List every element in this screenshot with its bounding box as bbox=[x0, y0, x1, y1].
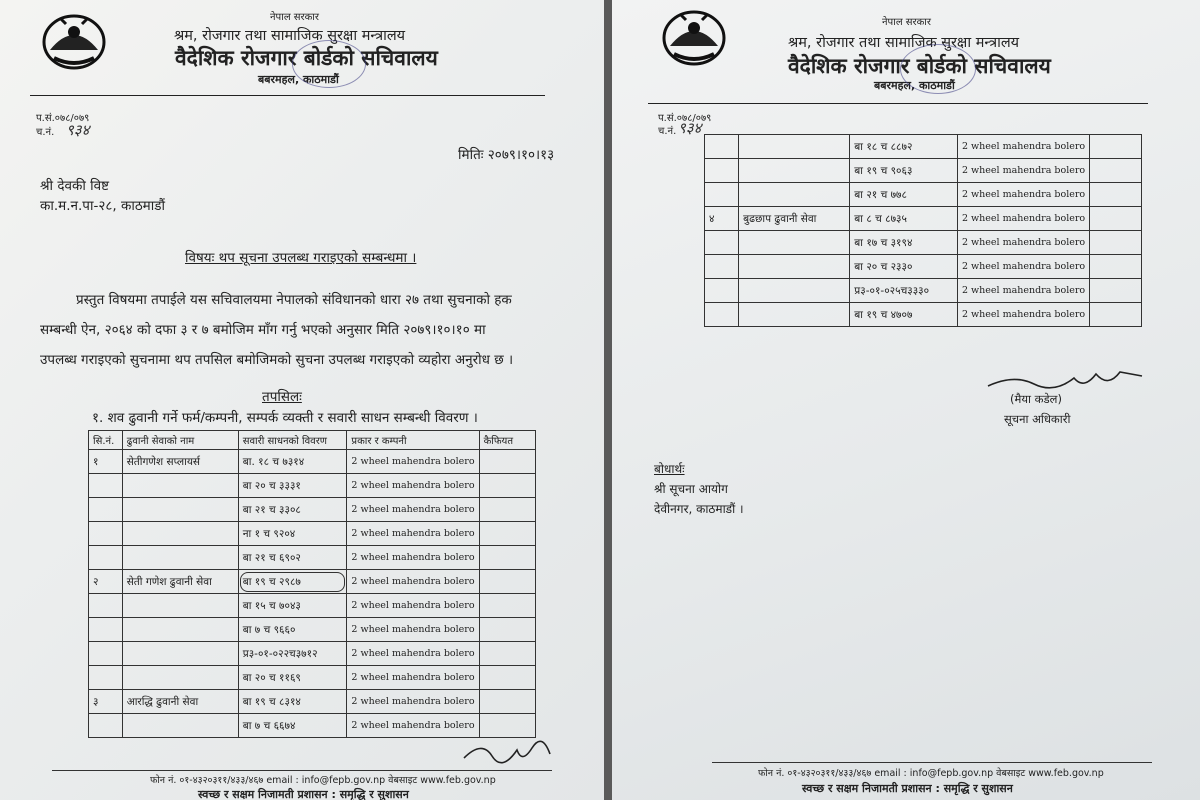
table-row bbox=[89, 690, 536, 714]
cell-service bbox=[122, 642, 238, 666]
cell-service bbox=[122, 714, 238, 738]
cell-remarks bbox=[1090, 231, 1142, 255]
cell-type: 2 wheel mahendra bolero bbox=[957, 279, 1089, 303]
cell-remarks bbox=[479, 642, 535, 666]
cell-vehicle: बा १७ च ३१९४ bbox=[850, 231, 958, 255]
cell-vehicle: बा २० च २३३० bbox=[850, 255, 958, 279]
cell-sn bbox=[705, 135, 739, 159]
table-row bbox=[89, 474, 536, 498]
signature-icon bbox=[984, 366, 1144, 394]
cell-service bbox=[122, 546, 238, 570]
cell-service: बुढछाप ढुवानी सेवा bbox=[739, 207, 850, 231]
body-line-3: उपलब्ध गराइएको सुचनामा थप तपसिल बमोजिमको सुचना उपलब्ध गराइएको व्यहोरा अनुरोध छ । bbox=[40, 352, 514, 368]
cell-vehicle: ना १ च ९२०४ bbox=[238, 522, 347, 546]
cell-vehicle: बा २० च ३३३१ bbox=[238, 474, 347, 498]
cell-sn bbox=[89, 498, 123, 522]
cell-remarks bbox=[1090, 303, 1142, 327]
table-row bbox=[705, 255, 1142, 279]
cell-remarks bbox=[1090, 183, 1142, 207]
dispatch-label: च.नं. bbox=[658, 126, 677, 137]
cell-vehicle: प्र३-०१-०२५च३३३० bbox=[850, 279, 958, 303]
cell-vehicle: बा २१ च ६९०२ bbox=[238, 546, 347, 570]
cell-service bbox=[122, 666, 238, 690]
cell-remarks bbox=[1090, 135, 1142, 159]
cell-type: 2 wheel mahendra bolero bbox=[347, 450, 479, 474]
cell-service bbox=[122, 498, 238, 522]
office-location: बबरमहल, काठमाडौं bbox=[258, 73, 339, 86]
cell-type: 2 wheel mahendra bolero bbox=[957, 255, 1089, 279]
ministry-name: श्रम, रोजगार तथा सामाजिक सुरक्षा मन्त्रालय bbox=[788, 35, 1020, 51]
cell-vehicle: बा १९ च ४७०७ bbox=[850, 303, 958, 327]
cell-remarks bbox=[1090, 255, 1142, 279]
signatory-name: (मैया कडेल) bbox=[1010, 392, 1062, 406]
table-row bbox=[89, 714, 536, 738]
footer-contact: फोन नं. ०१-४३२०३११/४३३/४६७ email : info@fepb.gov.np वेबसाइट www.feb.gov.np bbox=[150, 775, 496, 786]
table-header-row bbox=[89, 431, 536, 450]
cell-service bbox=[122, 618, 238, 642]
header-rule bbox=[648, 103, 1148, 104]
letter-page-2 bbox=[612, 0, 1200, 800]
cell-sn bbox=[705, 159, 739, 183]
table-row bbox=[705, 207, 1142, 231]
cell-remarks bbox=[479, 594, 535, 618]
cell-type: 2 wheel mahendra bolero bbox=[347, 690, 479, 714]
cell-type: 2 wheel mahendra bolero bbox=[347, 474, 479, 498]
cell-vehicle: बा ७ च ९६६० bbox=[238, 618, 347, 642]
header-vehicle: सवारी साधनको विवरण bbox=[238, 431, 347, 450]
table-row bbox=[705, 135, 1142, 159]
header-service: ढुवानी सेवाको नाम bbox=[122, 431, 238, 450]
cell-type: 2 wheel mahendra bolero bbox=[957, 159, 1089, 183]
cell-type: 2 wheel mahendra bolero bbox=[347, 618, 479, 642]
footer-contact: फोन नं. ०१-४३२०३११/४३३/४६७ email : info@fepb.gov.np वेबसाइट www.feb.gov.np bbox=[758, 768, 1104, 779]
cc-label: बोधार्थः bbox=[654, 462, 685, 476]
signature-icon bbox=[462, 736, 552, 766]
cell-sn: १ bbox=[89, 450, 123, 474]
cell-vehicle: बा १९ च ८३१४ bbox=[238, 690, 347, 714]
cell-vehicle: बा ७ च ६६७४ bbox=[238, 714, 347, 738]
table-row bbox=[705, 303, 1142, 327]
body-line-1: प्रस्तुत विषयमा तपाईले यस सचिवालयमा नेपालको संविधानको धारा २७ तथा सुचनाको हक bbox=[76, 292, 512, 308]
cell-type: 2 wheel mahendra bolero bbox=[347, 546, 479, 570]
cell-vehicle: बा २१ च ३३०८ bbox=[238, 498, 347, 522]
office-stamp bbox=[900, 44, 976, 94]
cell-service: सेतीगणेश सप्लायर्स bbox=[122, 450, 238, 474]
table-row bbox=[89, 522, 536, 546]
cell-type: 2 wheel mahendra bolero bbox=[957, 231, 1089, 255]
cell-sn: ४ bbox=[705, 207, 739, 231]
letter-date: मितिः २०७९।१०।१३ bbox=[458, 147, 555, 163]
cell-sn bbox=[705, 303, 739, 327]
header-sn: सि.नं. bbox=[89, 431, 123, 450]
government-label: नेपाल सरकार bbox=[882, 17, 931, 28]
table-row bbox=[89, 498, 536, 522]
dispatch-label: च.नं. bbox=[36, 127, 55, 138]
cell-remarks bbox=[1090, 207, 1142, 231]
section-heading: १. शव ढुवानी गर्ने फर्म/कम्पनी, सम्पर्क व्यक्ती र सवारी साधन सम्बन्धी विवरण । bbox=[92, 410, 478, 426]
office-location: बबरमहल, काठमाडौं bbox=[874, 79, 955, 92]
cell-service: सेती गणेश ढुवानी सेवा bbox=[122, 570, 238, 594]
cell-remarks bbox=[479, 450, 535, 474]
cell-vehicle: बा १९ च २९८७ bbox=[238, 570, 347, 594]
cell-vehicle: बा १८ च ८८७२ bbox=[850, 135, 958, 159]
cc-address: देवीनगर, काठमाडौं । bbox=[654, 502, 744, 516]
cell-type: 2 wheel mahendra bolero bbox=[347, 594, 479, 618]
office-stamp bbox=[292, 40, 366, 88]
cell-vehicle: बा २१ च ७७८ bbox=[850, 183, 958, 207]
table-row bbox=[89, 594, 536, 618]
cell-remarks bbox=[1090, 159, 1142, 183]
cell-type: 2 wheel mahendra bolero bbox=[957, 183, 1089, 207]
cell-remarks bbox=[479, 690, 535, 714]
cell-service bbox=[739, 183, 850, 207]
cc-office: श्री सूचना आयोग bbox=[654, 482, 728, 496]
cell-remarks bbox=[479, 618, 535, 642]
board-name: वैदेशिक रोजगार बोर्डको सचिवालय bbox=[788, 54, 1051, 78]
cell-remarks bbox=[479, 546, 535, 570]
cell-sn bbox=[705, 255, 739, 279]
cell-sn bbox=[705, 279, 739, 303]
cell-sn bbox=[89, 618, 123, 642]
cell-type: 2 wheel mahendra bolero bbox=[347, 522, 479, 546]
cell-remarks bbox=[479, 714, 535, 738]
cell-type: 2 wheel mahendra bolero bbox=[347, 642, 479, 666]
board-name: वैदेशिक रोजगार बोर्डको सचिवालय bbox=[175, 46, 438, 70]
fiscal-ref: प.सं.०७८/०७९ bbox=[36, 113, 90, 124]
cell-service bbox=[739, 255, 850, 279]
header-remarks: कैफियत bbox=[479, 431, 535, 450]
ministry-name: श्रम, रोजगार तथा सामाजिक सुरक्षा मन्त्रालय bbox=[174, 28, 406, 44]
nepal-emblem-icon bbox=[660, 6, 728, 70]
cell-sn bbox=[89, 546, 123, 570]
cell-sn: ३ bbox=[89, 690, 123, 714]
cell-vehicle: बा ८ च ८७३५ bbox=[850, 207, 958, 231]
recipient-address: का.म.न.पा-२८, काठमाडौं bbox=[40, 198, 165, 214]
cell-remarks bbox=[1090, 279, 1142, 303]
vehicle-table-page-1 bbox=[88, 430, 536, 738]
table-row bbox=[705, 159, 1142, 183]
cell-remarks bbox=[479, 474, 535, 498]
cell-service bbox=[739, 135, 850, 159]
cell-service bbox=[122, 474, 238, 498]
cell-service bbox=[739, 231, 850, 255]
cell-type: 2 wheel mahendra bolero bbox=[957, 135, 1089, 159]
footer-rule bbox=[712, 762, 1152, 763]
cell-remarks bbox=[479, 522, 535, 546]
body-line-2: सम्बन्धी ऐन, २०६४ को दफा ३ र ७ बमोजिम माँग गर्नु भएको अनुसार मिति २०७९।१०।१० मा bbox=[40, 322, 486, 338]
cell-remarks bbox=[479, 498, 535, 522]
cell-sn bbox=[705, 231, 739, 255]
cell-vehicle: बा. १८ च ७३१४ bbox=[238, 450, 347, 474]
footer-motto: स्वच्छ र सक्षम निजामती प्रशासन : समृद्धि र सुशासन bbox=[198, 788, 409, 800]
cell-vehicle: बा २० च ११६९ bbox=[238, 666, 347, 690]
cell-vehicle: बा १५ च ७०४३ bbox=[238, 594, 347, 618]
cell-remarks bbox=[479, 570, 535, 594]
cell-type: 2 wheel mahendra bolero bbox=[347, 570, 479, 594]
cell-type: 2 wheel mahendra bolero bbox=[347, 666, 479, 690]
signatory-title: सूचना अधिकारी bbox=[1004, 412, 1071, 426]
cell-service bbox=[122, 522, 238, 546]
recipient-name: श्री देवकी विष्ट bbox=[40, 178, 110, 194]
dispatch-number: ९३४ bbox=[66, 121, 90, 139]
vehicle-table-page-2 bbox=[704, 134, 1142, 327]
cell-type: 2 wheel mahendra bolero bbox=[957, 207, 1089, 231]
dispatch-number: ९३४ bbox=[678, 119, 702, 137]
footer-rule bbox=[52, 770, 552, 771]
government-label: नेपाल सरकार bbox=[270, 12, 319, 23]
cell-vehicle: बा १९ च ९०६३ bbox=[850, 159, 958, 183]
cell-sn: २ bbox=[89, 570, 123, 594]
cell-service bbox=[739, 159, 850, 183]
cell-sn bbox=[89, 666, 123, 690]
subject-line: विषयः थप सूचना उपलब्ध गराइएको सम्बन्धमा । bbox=[185, 250, 417, 266]
cell-sn bbox=[89, 522, 123, 546]
cell-sn bbox=[89, 642, 123, 666]
cell-type: 2 wheel mahendra bolero bbox=[957, 303, 1089, 327]
table-row bbox=[705, 231, 1142, 255]
table-row bbox=[89, 450, 536, 474]
footer-motto: स्वच्छ र सक्षम निजामती प्रशासन : समृद्धि र सुशासन bbox=[802, 782, 1013, 795]
cell-service bbox=[122, 594, 238, 618]
cell-service: आरद्धि ढुवानी सेवा bbox=[122, 690, 238, 714]
cell-service bbox=[739, 279, 850, 303]
cell-type: 2 wheel mahendra bolero bbox=[347, 714, 479, 738]
fiscal-ref: प.सं.०७८/०७९ bbox=[658, 113, 712, 124]
table-row bbox=[89, 546, 536, 570]
header-type: प्रकार र कम्पनी bbox=[347, 431, 479, 450]
cell-sn bbox=[89, 474, 123, 498]
cell-sn bbox=[89, 594, 123, 618]
cell-type: 2 wheel mahendra bolero bbox=[347, 498, 479, 522]
table-row bbox=[89, 570, 536, 594]
cell-vehicle: प्र३-०१-०२२च३७१२ bbox=[238, 642, 347, 666]
header-rule bbox=[30, 95, 545, 96]
tapsil-heading: तपसिलः bbox=[262, 389, 302, 405]
table-row bbox=[89, 642, 536, 666]
cell-remarks bbox=[479, 666, 535, 690]
nepal-emblem-icon bbox=[40, 10, 108, 74]
page-gap bbox=[604, 0, 612, 800]
cell-sn bbox=[705, 183, 739, 207]
cell-service bbox=[739, 303, 850, 327]
table-row bbox=[705, 183, 1142, 207]
table-row bbox=[705, 279, 1142, 303]
table-row bbox=[89, 618, 536, 642]
cell-sn bbox=[89, 714, 123, 738]
table-row bbox=[89, 666, 536, 690]
